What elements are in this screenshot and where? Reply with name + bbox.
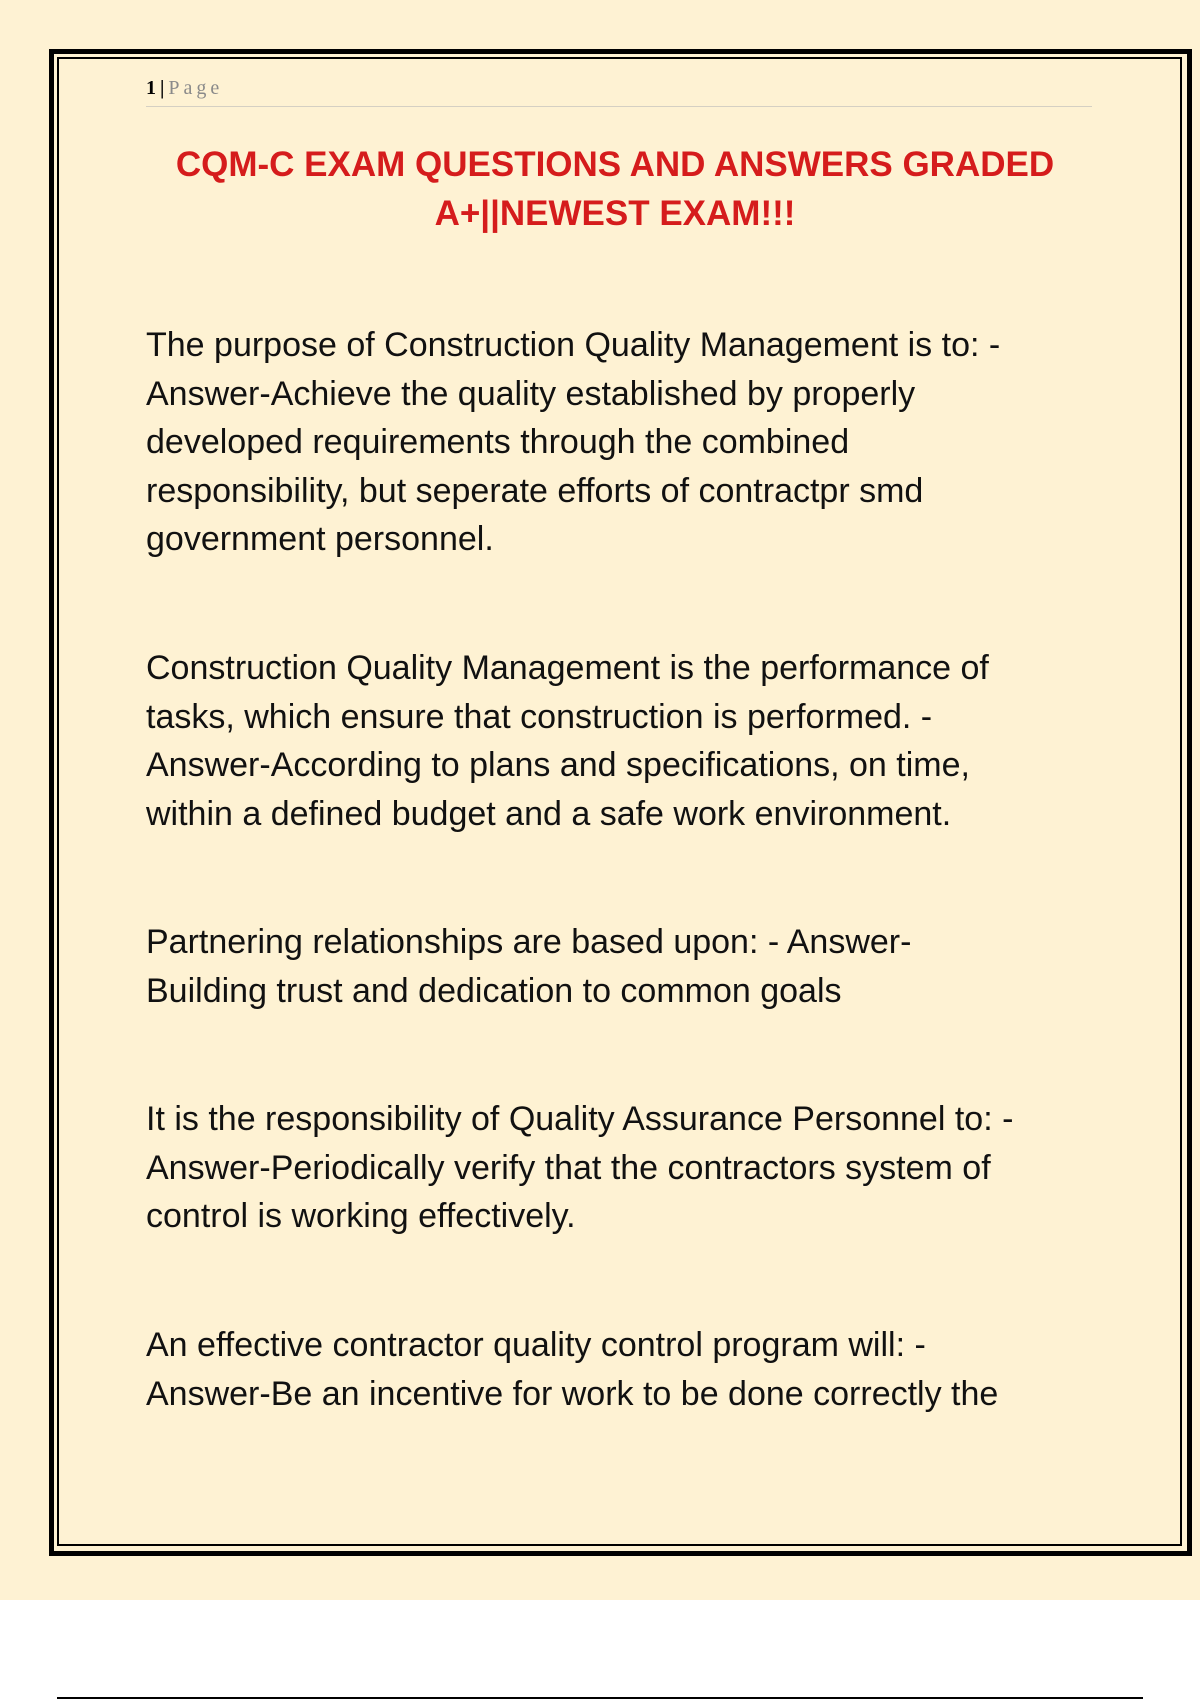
qa-line: It is the responsibility of Quality Assurance Personnel to: - (146, 1100, 1014, 1138)
qa-line: Answer-According to plans and specifications, on time, (146, 746, 970, 784)
qa-line: developed requirements through the combined (146, 423, 850, 461)
qa-line: Answer-Achieve the quality established by properly (146, 374, 916, 413)
title-line: CQM-C EXAM QUESTIONS AND ANSWERS GRADED (175, 145, 1055, 184)
qa-line: within a defined budget and a safe work environment. (146, 794, 952, 833)
page-label: Page (168, 77, 224, 99)
qa-line: Partnering relationships are based upon: - Answer- (146, 923, 912, 961)
title-line: A+||NEWEST EXAM!!! (434, 194, 796, 233)
qa-item (146, 321, 1106, 564)
qa-line: Answer-Be an incentive for work to be done correctly the (146, 1374, 999, 1413)
qa-line: tasks, which ensure that construction is performed. - (146, 697, 933, 736)
qa-line: Answer-Periodically verify that the contractors system of (146, 1148, 991, 1187)
qa-item (146, 1095, 1106, 1241)
qa-line: Building trust and dedication to common goals (146, 971, 842, 1010)
page-header (146, 74, 1092, 107)
qa-item (146, 644, 1106, 838)
qa-line: Construction Quality Management is the performance of (146, 649, 989, 687)
next-page-rule (57, 1697, 1143, 1699)
document-title (120, 140, 1110, 238)
qa-item (146, 1321, 1106, 1418)
page-separator: | (160, 77, 165, 99)
qa-line: An effective contractor quality control program will: - (146, 1326, 926, 1364)
page-number: 1 (146, 77, 156, 99)
qa-line: The purpose of Construction Quality Management is to: - (146, 326, 1001, 364)
qa-line: government personnel. (146, 520, 494, 558)
qa-line: responsibility, but seperate efforts of contractpr smd (146, 471, 924, 510)
qa-item (146, 918, 1106, 1015)
qa-line: control is working effectively. (146, 1197, 576, 1235)
